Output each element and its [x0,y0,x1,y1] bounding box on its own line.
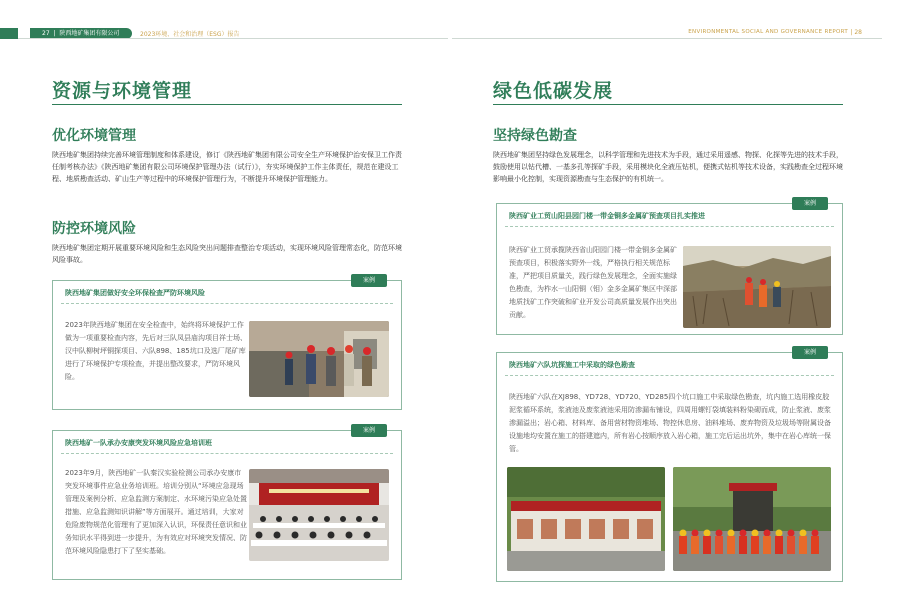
tunnel-site-photo [507,467,665,571]
left-section-title: 资源与环境管理 [52,80,193,102]
left-section-rule [52,104,402,105]
right-section-title: 绿色低碳发展 [493,80,614,102]
field-survey-photo [683,246,831,328]
case-title: 陕西地矿集团做好安全环保检查严防环境风险 [65,289,205,297]
team-photo [673,467,831,571]
case-divider [505,375,834,376]
case-text: 陕西地矿六队在XJ898、YD728、YD720、YD285四个坑口施工中采取绿色勘查，坑内施工选用橡皮胶泥浆循环系统，浆液池及废浆液池采用防渗漏布铺设，四周用螺钉袋填装料粉染砌而成，防止浆液、废浆渗漏溢出；岩心箱、材料库、备用营材物资堆场、物控休息房、油料堆场、废弃物资及垃圾场等附属设备设施地均安置在施工的搭建遮内，所有岩心按顺序放入岩心箱，施工完后运出坑外，集中在岩心库统一保管。 [509,393,831,453]
company-name: 陕西地矿集团有限公司 [59,30,120,37]
case-divider [505,226,834,227]
header-divider-right [452,38,882,39]
left-page-number: 27 [42,30,50,37]
right-paragraph-1: 陕西地矿集团坚持绿色发展理念，以科学管理和先进技术为手段，通过采用遥感、物探、化探等先进的技术手段，鼓励使用以钻代槽、一基多孔等探矿手段，采用模块化全液压钻机，便携式钻机等技术设备，实践勘查全过程环境影响最小化控制，实现资源勘查与生态保护的有机统一。 [493,151,843,183]
header-separator: | [51,30,58,37]
case-tag: 案例 [792,346,828,359]
case-title: 陕西矿业工贸山阳县园门楼一带金铜多金属矿预查项目扎实推进 [509,212,705,220]
training-photo [249,469,389,561]
left-report-title: 2023环境、社会和治理（ESG）报告 [140,31,240,38]
left-case-card-2 [52,427,402,580]
right-subtitle-1: 坚持绿色勘查 [493,128,577,144]
header-accent-bar [0,28,18,39]
left-case-card-1 [52,277,402,410]
header-divider-left [18,38,448,39]
case-tag: 案例 [351,274,387,287]
right-report-title: ENVIRONMENTAL SOCIAL AND GOVERNANCE REPORT [688,29,848,35]
case-tag: 案例 [351,424,387,437]
case-divider [61,303,393,304]
case-title: 陕西地矿一队承办安康突发环境风险应急培训班 [65,439,212,447]
right-section-rule [493,104,843,105]
inspection-photo [249,321,389,397]
case-text: 2023年陕西地矿集团在安全检查中，始终将环境保护工作做为一项重要检查内容，先后对三队凤县庙沟项目祥士场、汉中队柳树坪铜探项目、六队898、185坑口及选厂尾矿库进行了环境保护专项检查，并提出整改要求，严防环境风险。 [65,321,247,381]
case-tag: 案例 [792,197,828,210]
right-case-card-1 [496,200,843,335]
case-divider [61,453,393,454]
left-subtitle-1: 优化环境管理 [52,128,136,144]
case-text: 2023年9月，陕西地矿一队秦汉实验检测公司承办安康市突发环境事件应急业务培训班。培训分别从“环境应急现场管理及案例分析、应急监测方案制定、水环境污染应急处置措施、应急监测知识讲解”等方面展开。通过培训，大家对危险废物规范化管理有了更加深入认识，环保责任意识和业务知识水平得到进一步提升，为有效应对环境突发情况、防范环境风险隐患打下了坚实基础。 [65,469,247,555]
left-paragraph-2: 陕西地矿集团定期开展重要环境风险和生态风险突出问题排查整治专项活动，实现环境风险管理常态化，防范环境风险事故。 [52,244,402,264]
right-page-number: | 28 [850,29,862,36]
case-title: 陕西地矿六队坑探施工中采取的绿色勘查 [509,361,635,369]
case-text: 陕西矿业工贸承揽陕西省山阳园门楼一带金铜多金属矿预查项目，积极落实野外一线，严格执行相关规范标准，严把项目质量关，践行绿色发展理念，全面实施绿色勘查，为柞水一山阳铜（钼）金多金属矿集区中深部地质找矿工作突破和矿业开发公司高质量发展作出突出贡献。 [509,246,677,319]
left-subtitle-2: 防控环境风险 [52,221,136,237]
right-page-number-value: 28 [854,29,862,36]
left-paragraph-1: 陕西地矿集团持续完善环境管理制度和体系建设，修订《陕西地矿集团有限公司安全生产环境保护治安保卫工作责任制考核办法》《陕西地矿集团有限公司环境保护管理办法（试行）》，夯实环境保护工作主体责任，规范在建设工程、地质勘查活动、矿山生产等过程中的环境保护管理行为，不断提升环境保护管理能力。 [52,151,402,183]
right-case-card-2 [496,349,843,582]
